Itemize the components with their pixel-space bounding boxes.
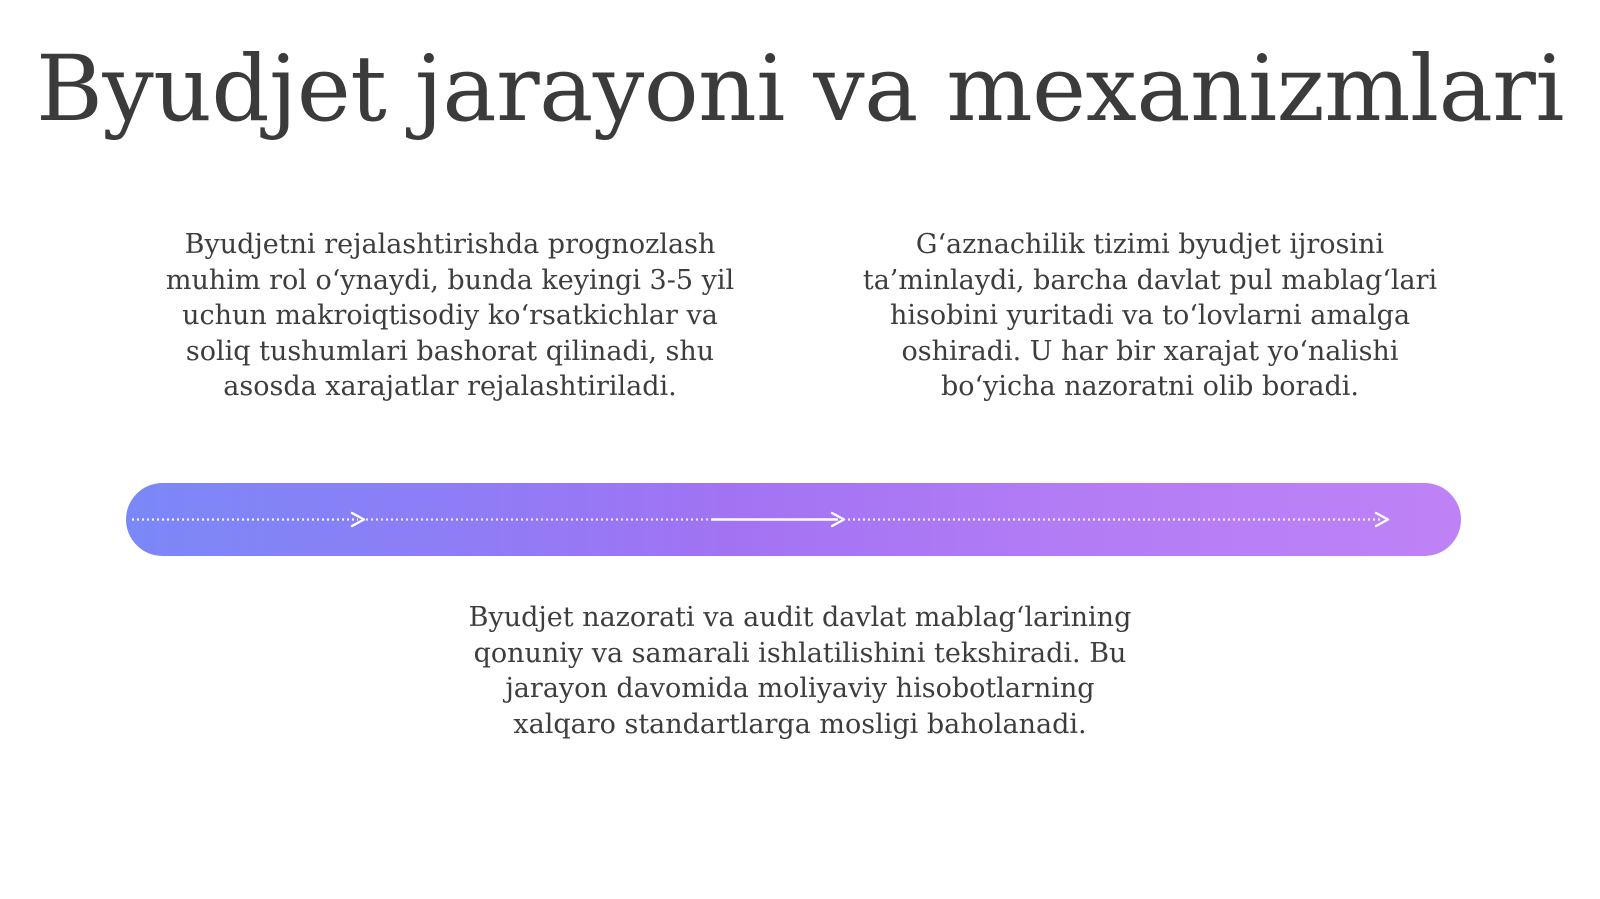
timeline-graphic (126, 483, 1461, 556)
paragraph-treasury: G‘aznachilik tizimi byudjet ijrosini ta’minlaydi, barcha davlat pul mablag‘lari hisobini yuritadi va to‘lovlarni amalga oshiradi. U har bir xarajat yo‘nalishi bo‘yicha nazoratni olib boradi. (862, 229, 1438, 402)
paragraph-audit: Byudjet nazorati va audit davlat mablag‘larining qonuniy va samarali ishlatilishini tekshiradi. Bu jarayon davomida moliyaviy hisobotlarning xalqaro standartlarga mosligi baholanadi. (468, 602, 1132, 740)
slide-title: Byudjet jarayoni va mexanizmlari (36, 37, 1564, 142)
paragraph-planning: Byudjetni rejalashtirishda prognozlash muhim rol o‘ynaydi, bunda keyingi 3-5 yil uchun makroiqtisodiy ko‘rsatkichlar va soliq tushumlari bashorat qilinadi, shu asosda xarajatlar rejalashtiriladi. (165, 229, 735, 402)
timeline-bar (126, 483, 1461, 556)
